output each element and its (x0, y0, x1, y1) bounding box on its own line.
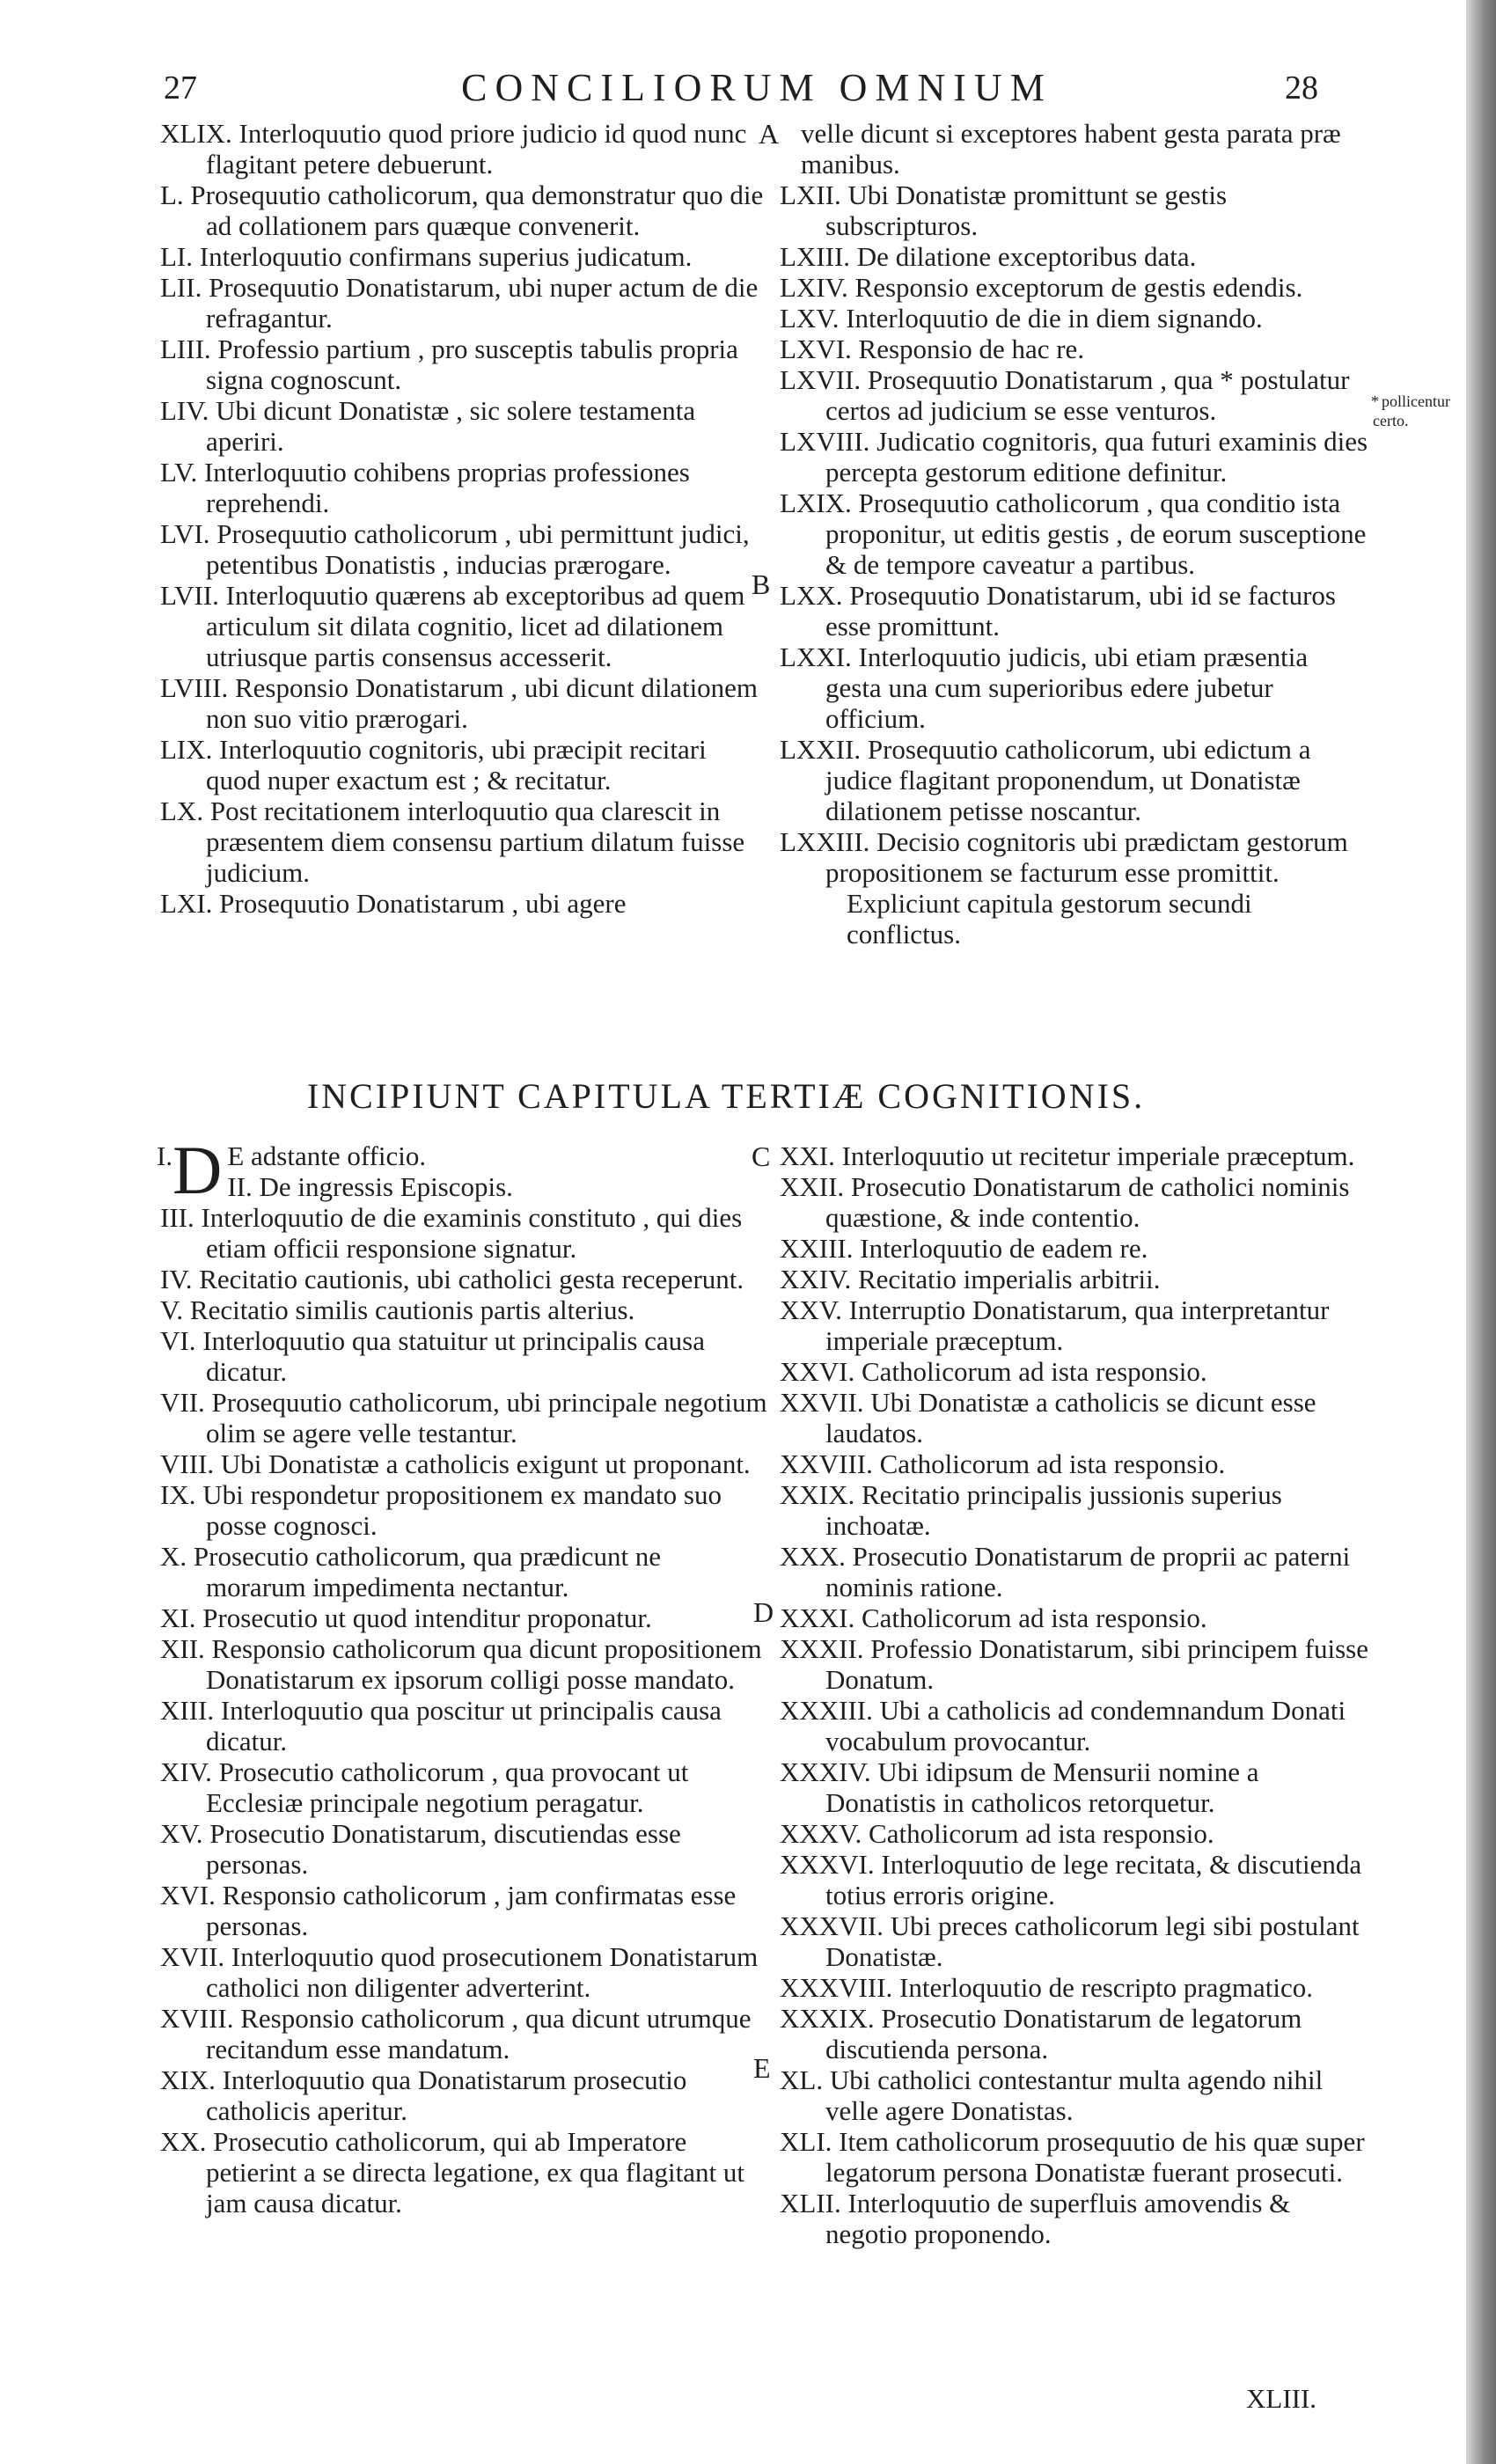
chapter-entry: XXXV. Catholicorum ad ista responsio. (780, 1818, 1214, 1849)
chapter-entry: XVII. Interloquutio quod prosecutionem Donatistarum catholici non diligenter adverterint. (160, 1941, 759, 2003)
chapter-entry: LV. Interloquutio cohibens proprias professiones reprehendi. (160, 457, 690, 518)
chapter-entry: XXVIII. Catholicorum ad ista responsio. (780, 1448, 1226, 1479)
chapter-entry: XXVI. Catholicorum ad ista responsio. (780, 1356, 1207, 1387)
chapter-entry: XLII. Interloquutio de superfluis amovendis & negotio proponendo. (780, 2188, 1291, 2249)
catchword: XLIII. (1246, 2383, 1317, 2414)
chapter-entry: LXI. Prosequutio Donatistarum , ubi agere (160, 888, 627, 919)
page-number-right: 28 (1285, 70, 1318, 106)
margin-letter-d: D (753, 1596, 774, 1628)
chapter-entry: XIV. Prosecutio catholicorum , qua provocant ut Ecclesiæ principale negotium peragatur. (160, 1756, 689, 1818)
chapter-entry: LVI. Prosequutio catholicorum , ubi permittunt judici, petentibus Donatistis , inducias prærogare. (160, 518, 750, 580)
margin-letter-c: C (752, 1140, 771, 1172)
chapter-entry: XL. Ubi catholici contestantur multa agendo nihil velle agere Donatistas. (780, 2064, 1324, 2126)
chapter-entry: XVIII. Responsio catholicorum , qua dicunt utrumque recitandum esse mandatum. (160, 2003, 752, 2064)
chapter-continuation: velle dicunt si exceptores habent gesta parata præ manibus. (801, 118, 1341, 180)
chapter-entry: XXII. Prosecutio Donatistarum de catholici nominis quæstione, & inde contentio. (780, 1171, 1350, 1233)
chapter-entry: LIV. Ubi dicunt Donatistæ , sic solere testamenta aperiri. (160, 395, 696, 457)
chapter-entry: XI. Prosecutio ut quod intenditur proponatur. (160, 1602, 652, 1633)
chapter-entry: XV. Prosecutio Donatistarum, discutiendas esse personas. (160, 1818, 681, 1880)
page-number-left: 27 (164, 70, 197, 106)
margin-letter-a: A (759, 118, 780, 150)
chapter-entry: XII. Responsio catholicorum qua dicunt propositionem Donatistarum ex ipsorum colligi posse mandato. (160, 1633, 762, 1695)
chapter-entry: LXXIII. Decisio cognitoris ubi prædictam gestorum propositionem se facturum esse promittit. (780, 826, 1348, 888)
chapter-entry: IX. Ubi respondetur propositionem ex mandato suo posse cognosci. (160, 1479, 722, 1541)
chapter-entry-first: E adstante officio. (227, 1140, 427, 1171)
chapter-entry: XXXVIII. Interloquutio de rescripto pragmatico. (780, 1972, 1314, 2003)
first-chapter-block (157, 1132, 767, 1208)
chapter-entry: VI. Interloquutio qua statuitur ut principalis causa dicatur. (160, 1325, 705, 1387)
chapter-entry: LXIV. Responsio exceptorum de gestis edendis. (780, 272, 1303, 303)
column-right-bottom (780, 1140, 1369, 2249)
chapter-entry: XXIX. Recitatio principalis jussionis superius inchoatæ. (780, 1479, 1282, 1541)
chapter-entry: XXX. Prosecutio Donatistarum de proprii ac paterni nominis ratione. (780, 1541, 1351, 1602)
chapter-entry: X. Prosecutio catholicorum, qua prædicunt ne morarum impedimenta nectantur. (160, 1541, 662, 1602)
chapter-entry: VIII. Ubi Donatistæ a catholicis exigunt ut proponant. (160, 1448, 751, 1479)
chapter-entry: LIII. Professio partium , pro susceptis tabulis propria signa cognoscunt. (160, 334, 738, 395)
scan-page-edge (1466, 0, 1496, 2464)
chapter-number-first: I. (157, 1140, 173, 1171)
explicit-line: Expliciunt capitula gestorum secundi conflictus. (847, 888, 1252, 950)
chapter-entry: LXV. Interloquutio de die in diem signando. (780, 303, 1263, 334)
chapter-entry: XXIV. Recitatio imperialis arbitrii. (780, 1264, 1161, 1294)
margin-letter-b: B (752, 568, 771, 600)
margin-note-marker: * (1371, 392, 1379, 410)
chapter-entry: LXIX. Prosequutio catholicorum , qua conditio ista proponitur, ut editis gestis , de eorum susceptione & de tempore caveatur a partibus. (780, 488, 1367, 580)
chapter-entry: XIX. Interloquutio qua Donatistarum prosecutio catholicis aperitur. (160, 2064, 687, 2126)
running-head: CONCILIORUM OMNIUM (461, 66, 1052, 109)
chapter-entry: V. Recitatio similis cautionis partis alterius. (160, 1294, 635, 1325)
chapter-entry: LX. Post recitationem interloquutio qua clarescit in præsentem diem consensu partium dilatum fuisse judicium. (160, 796, 745, 888)
chapter-entry: LXVIII. Judicatio cognitoris, qua futuri examinis dies percepta gestorum editione definitur. (780, 426, 1368, 488)
chapter-entry: XXXIX. Prosecutio Donatistarum de legatorum discutienda persona. (780, 2003, 1302, 2064)
margin-note-line2: certo. (1373, 412, 1409, 429)
chapter-entry: LXVI. Responsio de hac re. (780, 334, 1085, 364)
chapter-entry: LXXI. Interloquutio judicis, ubi etiam præsentia gesta una cum superioribus edere jubetur officium. (780, 642, 1309, 734)
chapter-entry: III. Interloquutio de die examinis constituto , qui dies etiam officii responsione signatur. (160, 1202, 743, 1264)
column-left-top (160, 118, 767, 919)
chapter-entry: XXXVII. Ubi preces catholicorum legi sibi postulant Donatistæ. (780, 1910, 1360, 1972)
chapter-entry: XVI. Responsio catholicorum , jam confirmatas esse personas. (160, 1880, 737, 1941)
margin-note-line1: pollicentur (1382, 392, 1450, 410)
chapter-entry: LXXII. Prosequutio catholicorum, ubi edictum a judice flagitant proponendum, ut Donatistæ dilationem petisse noscantur. (780, 734, 1311, 826)
drop-cap-letter: D (172, 1132, 223, 1208)
chapter-entry: XXXIV. Ubi idipsum de Mensurii nomine a Donatistis in catholicos retorquetur. (780, 1756, 1259, 1818)
chapter-entry: LXVII. Prosequutio Donatistarum , qua * postulatur certos ad judicium se esse venturos. (780, 364, 1350, 426)
chapter-entry: XIII. Interloquutio qua poscitur ut principalis causa dicatur. (160, 1695, 722, 1756)
chapter-entry: XXVII. Ubi Donatistæ a catholicis se dicunt esse laudatos. (780, 1387, 1316, 1448)
chapter-entry: LI. Interloquutio confirmans superius judicatum. (160, 241, 693, 272)
chapter-entry: LXX. Prosequutio Donatistarum, ubi id se facturos esse promittunt. (780, 580, 1336, 642)
margin-letter-e: E (753, 2052, 771, 2084)
chapter-entry: LII. Prosequutio Donatistarum, ubi nuper actum de die refragantur. (160, 272, 759, 334)
chapter-entry: XXXI. Catholicorum ad ista responsio. (780, 1602, 1207, 1633)
chapter-entry: XXI. Interloquutio ut recitetur imperiale præceptum. (780, 1140, 1355, 1171)
chapter-entry: LXIII. De dilatione exceptoribus data. (780, 241, 1197, 272)
chapter-entry: XXXVI. Interloquutio de lege recitata, & discutienda totius erroris origine. (780, 1849, 1362, 1910)
chapter-entry: XXXIII. Ubi a catholicis ad condemnandum Donati vocabulum provocantur. (780, 1695, 1346, 1756)
chapter-entry: XXXII. Professio Donatistarum, sibi principem fuisse Donatum. (780, 1633, 1368, 1695)
chapter-entry: XXV. Interruptio Donatistarum, qua interpretantur imperiale præceptum. (780, 1294, 1330, 1356)
chapter-entry: XLIX. Interloquutio quod priore judicio id quod nunc flagitant petere debuerunt. (160, 118, 747, 180)
chapter-entry: LVIII. Responsio Donatistarum , ubi dicunt dilationem non suo vitio prærogari. (160, 672, 759, 734)
chapter-entry: VII. Prosequutio catholicorum, ubi principale negotium olim se agere velle testantur. (160, 1387, 767, 1448)
section-heading: INCIPIUNT CAPITULA TERTIÆ COGNITIONIS. (306, 1076, 1146, 1116)
chapter-entry: XX. Prosecutio catholicorum, qui ab Imperatore petierint a se directa legatione, ex qua flagitant ut jam causa dicatur. (160, 2126, 744, 2218)
chapter-entry: LIX. Interloquutio cognitoris, ubi præcipit recitari quod nuper exactum est ; & recitatur. (160, 734, 707, 796)
column-right-top (780, 118, 1369, 977)
chapter-entry: IV. Recitatio cautionis, ubi catholici gesta receperunt. (160, 1264, 744, 1294)
column-left-bottom (157, 1132, 767, 2218)
chapter-entry: XXIII. Interloquutio de eadem re. (780, 1233, 1148, 1264)
chapter-entry: XLI. Item catholicorum prosequutio de his quæ super legatorum persona Donatistæ fuerant prosecuti. (780, 2126, 1365, 2188)
chapter-entry: LXII. Ubi Donatistæ promittunt se gestis subscripturos. (780, 180, 1228, 241)
chapter-entry-second: II. De ingressis Episcopis. (227, 1171, 513, 1202)
chapter-entry: LVII. Interloquutio quærens ab exceptoribus ad quem articulum sit dilata cognitio, licet ad dilationem utriusque partis consensus accesserit. (160, 580, 745, 672)
chapter-entry: L. Prosequutio catholicorum, qua demonstratur quo die ad collationem pars quæque convenerit. (160, 180, 764, 241)
